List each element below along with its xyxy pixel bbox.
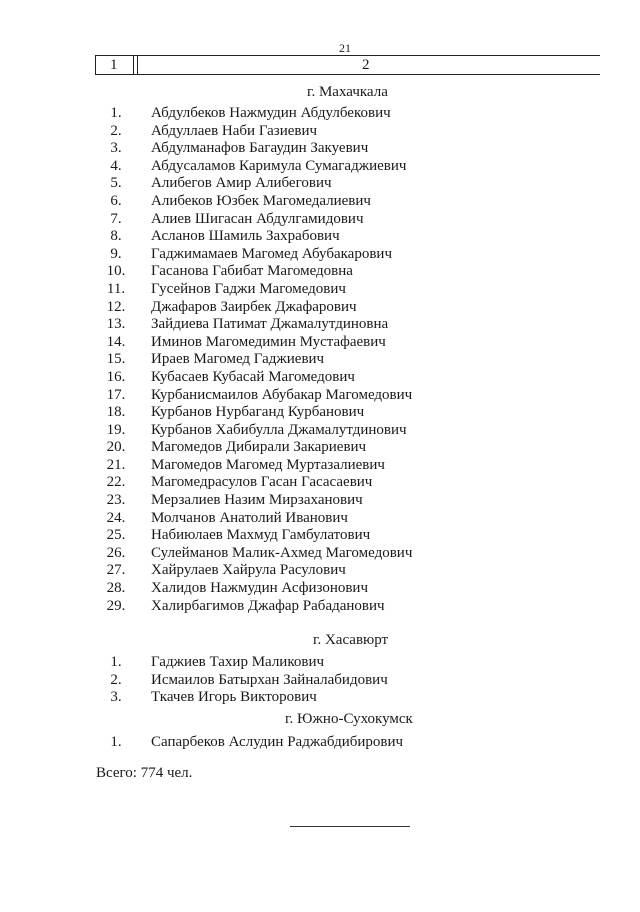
item-number: 3. [110, 689, 122, 706]
page-number: 21 [339, 41, 351, 55]
list-item [96, 158, 566, 176]
list-item [96, 211, 566, 229]
item-number: 21. [106, 456, 126, 473]
item-number: 7. [110, 210, 122, 227]
person-name: Асланов Шамиль Захрабович [151, 228, 340, 245]
city-heading-khasavyurt: г. Хасавюрт [313, 632, 389, 648]
list-item [96, 580, 566, 598]
item-number: 27. [106, 562, 126, 579]
item-number: 6. [110, 192, 122, 209]
item-number: 3. [110, 140, 122, 157]
list-item [96, 334, 566, 352]
header-bottom-rule [95, 74, 600, 75]
item-number: 11. [106, 280, 126, 297]
list-item [96, 228, 566, 246]
item-number: 9. [110, 245, 122, 262]
list-khasavyurt [96, 654, 566, 707]
item-number: 22. [106, 474, 126, 491]
person-name: Кубасаев Кубасай Магомедович [151, 368, 355, 385]
person-name: Сулейманов Малик-Ахмед Магомедович [151, 544, 413, 561]
item-number: 28. [106, 580, 126, 597]
person-name: Магомедов Магомед Муртазалиевич [151, 456, 385, 473]
person-name: Халирбагимов Джафар Рабаданович [151, 597, 385, 614]
list-item [96, 369, 566, 387]
person-name: Абдуллаев Наби Газиевич [151, 122, 318, 139]
person-name: Гаджиев Тахир Маликович [151, 654, 325, 670]
item-number: 5. [110, 175, 122, 192]
list-item [96, 457, 566, 475]
person-name: Абдусаламов Каримула Сумагаджиевич [151, 157, 407, 174]
person-name: Молчанов Анатолий Иванович [151, 509, 348, 526]
header-top-rule [95, 55, 600, 56]
person-name: Джафаров Заирбек Джафарович [151, 298, 357, 315]
list-item [96, 351, 566, 369]
person-name: Халидов Нажмудин Асфизонович [151, 580, 369, 597]
list-item [96, 123, 566, 141]
list-item [96, 527, 566, 545]
person-name: Хайрулаев Хайрула Расулович [151, 562, 346, 579]
list-item [96, 140, 566, 158]
list-item [96, 510, 566, 528]
signature-line [290, 826, 410, 827]
person-name: Алибегов Амир Алибегович [151, 175, 332, 192]
person-name: Набиюлаев Махмуд Гамбулатович [151, 527, 371, 544]
person-name: Магомедов Дибирали Закариевич [151, 439, 367, 456]
item-number: 19. [106, 421, 126, 438]
person-name: Ираев Магомед Гаджиевич [151, 351, 325, 368]
person-name: Зайдиева Патимат Джамалутдиновна [151, 316, 389, 333]
item-number: 25. [106, 527, 126, 544]
item-number: 29. [106, 597, 126, 614]
item-number: 26. [106, 544, 126, 561]
item-number: 4. [110, 157, 122, 174]
item-number: 16. [106, 368, 126, 385]
city-heading-makhachkala: г. Махачкала [307, 84, 388, 100]
list-item [96, 734, 566, 752]
list-yuzhno-sukhokumsk [96, 734, 566, 752]
item-number: 17. [106, 386, 126, 403]
person-name: Гусейнов Гаджи Магомедович [151, 280, 346, 297]
person-name: Абдулманафов Багаудин Закуевич [151, 140, 369, 157]
header-left-border [95, 55, 96, 75]
item-number: 8. [110, 228, 122, 245]
person-name: Ткачев Игорь Викторович [151, 689, 317, 706]
list-item [96, 193, 566, 211]
item-number: 1. [110, 734, 122, 750]
item-number: 14. [106, 333, 126, 350]
item-number: 2. [110, 671, 122, 688]
person-name: Иминов Магомедимин Мустафаевич [151, 333, 386, 350]
person-name: Мерзалиев Назим Мирзаханович [151, 492, 363, 509]
list-item [96, 545, 566, 563]
item-number: 15. [106, 351, 126, 368]
list-item [96, 404, 566, 422]
list-item [96, 598, 566, 616]
person-name: Магомедрасулов Гасан Гасасаевич [151, 474, 373, 491]
list-item [96, 299, 566, 317]
table-header [95, 55, 600, 75]
list-makhachkala [96, 105, 566, 615]
list-item [96, 492, 566, 510]
list-item [96, 105, 566, 123]
city-heading-yuzhno-sukhokumsk: г. Южно-Сухокумск [285, 711, 413, 727]
person-name: Курбанов Хабибулла Джамалутдинович [151, 421, 407, 438]
list-item [96, 263, 566, 281]
list-item [96, 422, 566, 440]
list-item [96, 474, 566, 492]
list-item [96, 672, 566, 690]
person-name: Гасанова Габибат Магомедовна [151, 263, 353, 280]
person-name: Курбанисмаилов Абубакар Магомедович [151, 386, 413, 403]
header-col-1: 1 [110, 57, 118, 73]
person-name: Сапарбеков Аслудин Раджабдибирович [151, 734, 404, 750]
list-item [96, 689, 566, 707]
person-name: Абдулбеков Нажмудин Абдулбекович [151, 105, 391, 121]
list-item [96, 439, 566, 457]
person-name: Исмаилов Батырхан Зайналабидович [151, 671, 388, 688]
item-number: 1. [110, 654, 122, 670]
person-name: Алибеков Юзбек Магомедалиевич [151, 192, 371, 209]
list-item [96, 175, 566, 193]
item-number: 23. [106, 492, 126, 509]
list-item [96, 281, 566, 299]
header-col-2: 2 [362, 57, 370, 73]
person-name: Алиев Шигасан Абдулгамидович [151, 210, 364, 227]
list-item [96, 316, 566, 334]
list-item [96, 654, 566, 672]
list-item [96, 387, 566, 405]
item-number: 1. [110, 105, 122, 121]
list-item [96, 562, 566, 580]
item-number: 2. [110, 122, 122, 139]
person-name: Курбанов Нурбаганд Курбанович [151, 404, 365, 421]
item-number: 13. [106, 316, 126, 333]
list-item [96, 246, 566, 264]
item-number: 12. [106, 298, 126, 315]
person-name: Гаджимамаев Магомед Абубакарович [151, 245, 392, 262]
item-number: 24. [106, 509, 126, 526]
item-number: 10. [106, 263, 126, 280]
header-col-divider [133, 55, 138, 75]
total-count: Всего: 774 чел. [96, 765, 193, 781]
item-number: 20. [106, 439, 126, 456]
item-number: 18. [106, 404, 126, 421]
